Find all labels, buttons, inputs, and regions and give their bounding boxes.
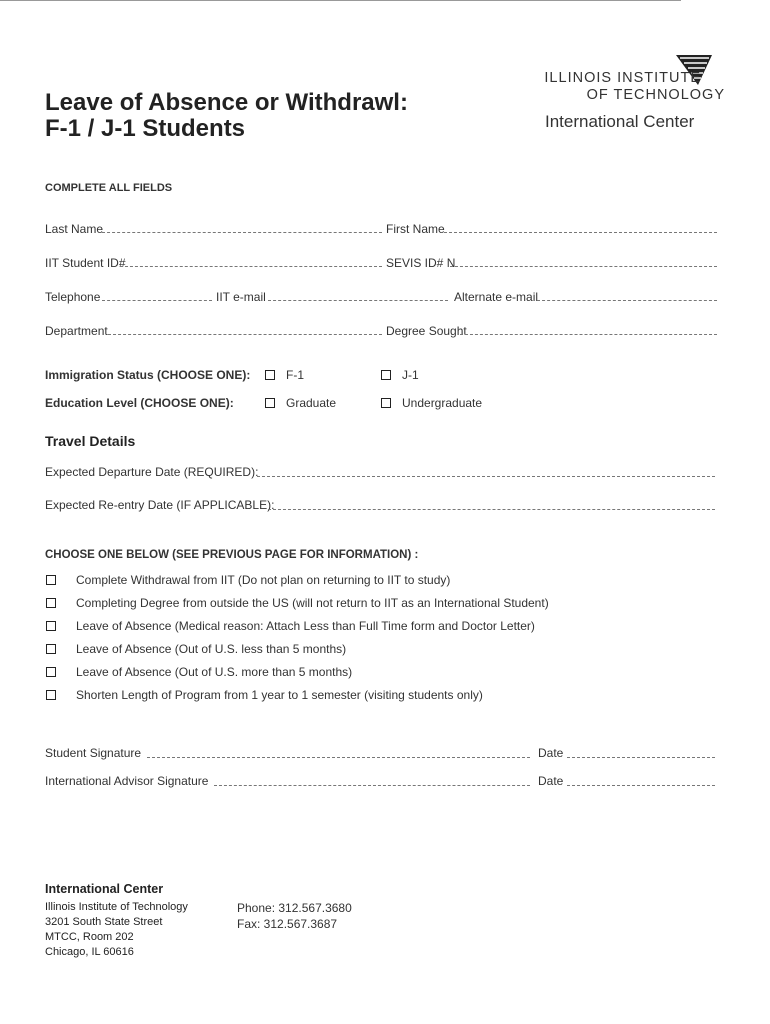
telephone-field[interactable] [102,300,212,301]
department-label: Department [45,324,108,338]
choice-label: Leave of Absence (Medical reason: Attach Less than Full Time form and Doctor Letter) [76,619,535,633]
advisor-date-field[interactable] [567,785,715,786]
footer-office: International Center [45,882,164,896]
alt-email-label: Alternate e-mail [454,290,539,304]
department-field[interactable] [108,334,382,335]
graduate-label: Graduate [286,396,337,410]
footer-contact [237,900,352,932]
degree-field[interactable] [460,334,717,335]
choice-checkbox[interactable] [46,598,56,608]
reentry-field[interactable] [268,509,715,510]
choice-checkbox[interactable] [46,621,56,631]
address-line: Chicago, IL 60616 [45,946,134,958]
student-id-field[interactable] [120,266,382,267]
first-name-field[interactable] [444,232,717,233]
departure-label: Expected Departure Date (REQUIRED): [45,465,259,479]
logo-wordmark [470,70,725,104]
reentry-label: Expected Re-entry Date (IF APPLICABLE): [45,498,275,512]
title-line-2: F-1 / J-1 Students [45,115,246,142]
advisor-signature-label: International Advisor Signature [45,774,209,788]
undergraduate-checkbox[interactable] [381,398,391,408]
instruction-text: COMPLETE ALL FIELDS [45,182,173,194]
choice-label: Complete Withdrawal from IIT (Do not plan on returning to IIT to study) [76,573,451,587]
student-date-field[interactable] [567,757,715,758]
logo-subtitle: International Center [545,112,695,131]
j1-label: J-1 [402,368,419,382]
choice-label: Completing Degree from outside the US (will not return to IIT as an International Student) [76,596,549,610]
logo-line-1: ILLINOIS INSTITUTE [544,70,701,86]
choice-checkbox[interactable] [46,644,56,654]
graduate-checkbox[interactable] [265,398,275,408]
fax-text: Fax: 312.567.3687 [237,917,338,931]
student-signature-field[interactable] [147,757,530,758]
student-date-label: Date [538,746,564,760]
sevis-id-field[interactable] [450,266,717,267]
address-line: Illinois Institute of Technology [45,901,188,913]
education-level-label: Education Level (CHOOSE ONE): [45,396,234,410]
footer-address [45,900,188,960]
choice-label: Leave of Absence (Out of U.S. less than 5 months) [76,642,347,656]
degree-label: Degree Sought [386,324,467,338]
form-title [45,90,408,142]
alt-email-field[interactable] [537,300,717,301]
last-name-field[interactable] [102,232,382,233]
header-divider [0,0,681,1]
travel-heading: Travel Details [45,433,136,449]
undergraduate-label: Undergraduate [402,396,483,410]
f1-checkbox[interactable] [265,370,275,380]
logo-line-2: OF TECHNOLOGY [586,87,725,103]
sevis-id-label: SEVIS ID# N [386,256,456,270]
choice-label: Shorten Length of Program from 1 year to 1 semester (visiting students only) [76,688,483,702]
choice-checkbox[interactable] [46,690,56,700]
student-id-label: IIT Student ID# [45,256,126,270]
first-name-label: First Name [386,222,445,236]
choice-checkbox[interactable] [46,667,56,677]
choice-label: Leave of Absence (Out of U.S. more than 5 months) [76,665,353,679]
iit-email-label: IIT e-mail [216,290,266,304]
f1-label: F-1 [286,368,304,382]
choices-heading: CHOOSE ONE BELOW (SEE PREVIOUS PAGE FOR INFORMATION) : [45,549,419,561]
student-signature-label: Student Signature [45,746,142,760]
last-name-label: Last Name [45,222,104,236]
choice-checkbox[interactable] [46,575,56,585]
iit-email-field[interactable] [268,300,448,301]
advisor-date-label: Date [538,774,564,788]
j1-checkbox[interactable] [381,370,391,380]
phone-text: Phone: 312.567.3680 [237,901,352,915]
telephone-label: Telephone [45,290,101,304]
address-line: MTCC, Room 202 [45,931,134,943]
immigration-status-label: Immigration Status (CHOOSE ONE): [45,368,251,382]
address-line: 3201 South State Street [45,916,163,928]
title-line-1: Leave of Absence or Withdrawl: [45,89,408,116]
advisor-signature-field[interactable] [214,785,530,786]
departure-field[interactable] [257,476,715,477]
